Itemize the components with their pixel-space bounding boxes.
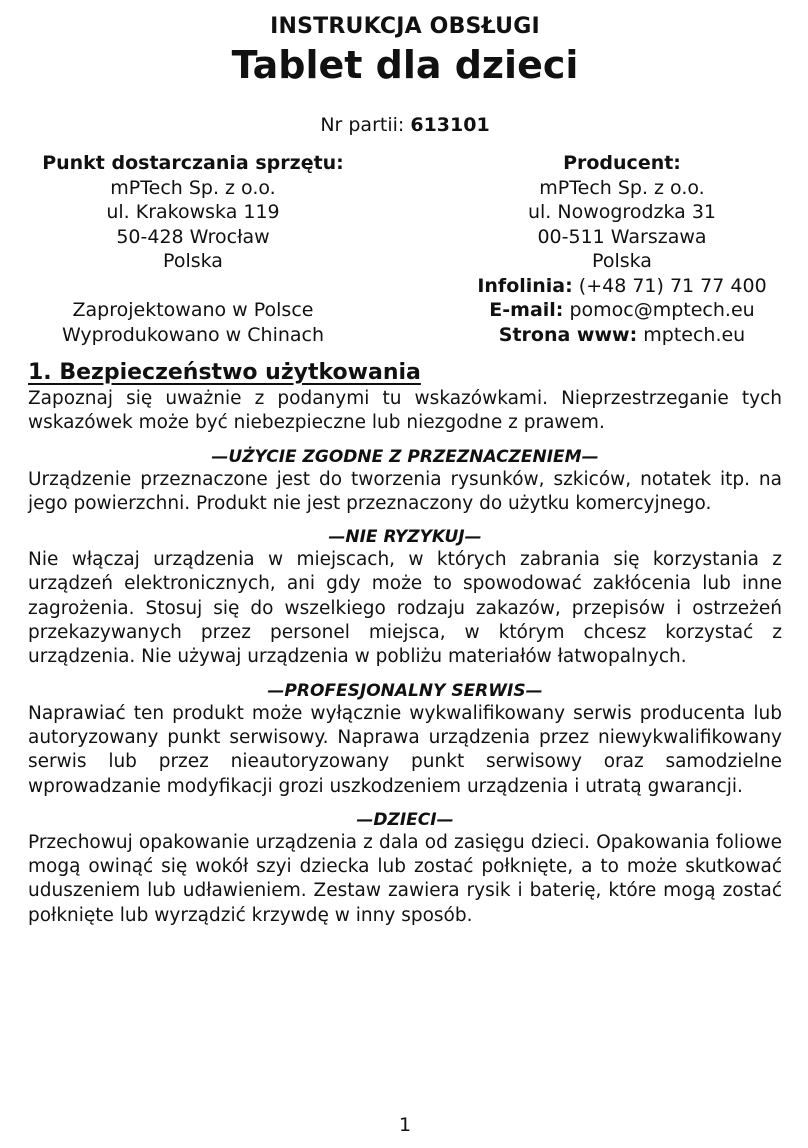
website	[462, 323, 782, 348]
delivery-company: mPTech Sp. z o.o.	[110, 176, 276, 199]
email-value: pomoc@mptech.eu	[569, 299, 755, 321]
website-label: Strona www:	[498, 323, 638, 346]
section-title: 1. Bezpieczeństwo użytkowania	[28, 360, 421, 385]
subsection-text-intended-use: Urządzenie przeznaczone jest do tworzenia rysunków, szkiców, notatek itp. na jego powierzchni. Produkt nie jest przeznaczony do użytku komercyjnego.	[28, 468, 782, 514]
section-intro: Zapoznaj się uważnie z podanymi tu wskazówkami. Nieprzestrzeganie tych wskazówek może być niebezpieczne lub niezgodne z prawem.	[28, 388, 782, 434]
email-label: E-mail:	[489, 299, 564, 321]
producer-company: mPTech Sp. z o.o.	[539, 176, 705, 199]
hotline	[462, 274, 782, 299]
made-in: Wyprodukowano w Chinach	[61, 323, 325, 346]
producer-street: ul. Nowogrodzka 31	[527, 201, 717, 223]
email	[462, 298, 782, 323]
subsection-heading-service: —PROFESJONALNY SERWIS—	[267, 680, 543, 701]
batch-value: 613101	[410, 114, 490, 136]
subsection-heading-intended-use: —UŻYCIE ZGODNE Z PRZEZNACZENIEM—	[211, 446, 599, 467]
delivery-point-heading: Punkt dostarczania sprzętu:	[42, 152, 344, 174]
address-block	[28, 151, 782, 347]
hotline-label: Infolinia:	[477, 274, 573, 297]
page-number: 1	[398, 1114, 412, 1136]
delivery-country: Polska	[163, 250, 223, 272]
subsection-text-service: Naprawiać ten produkt może wyłącznie wykwalifikowany serwis producenta lub autoryzowany punkt serwisowy. Naprawa urządzenia przez niewykwalifikowany serwis lub przez nieautoryzowany punkt serwisowy oraz samodzielne wprowadzanie modyfikacji grozi uszkodzeniem urządzenia i utratą gwarancji.	[28, 702, 782, 797]
manual-page	[28, 0, 782, 1148]
producer-heading: Producent:	[563, 152, 681, 174]
hotline-value: (+48 71) 71 77 400	[578, 274, 767, 297]
delivery-point-column	[28, 151, 358, 347]
subsection-heading-no-risk: —NIE RYZYKUJ—	[328, 527, 482, 548]
subsection-text-children: Przechowuj opakowanie urządzenia z dala od zasięgu dzieci. Opakowania foliowe mogą owinąć się wokół szyi dziecka lub zostać połknięte, a to może skutkować uduszeniem lub udławieniem. Zestaw zawiera rysik i baterię, które mogą zostać połknięte lub wyrządzić krzywdę w inny sposób.	[28, 831, 782, 926]
subsection-heading-children: —DZIECI—	[356, 809, 454, 830]
spacer	[28, 274, 358, 299]
producer-country: Polska	[592, 250, 652, 272]
document-title: Tablet dla dzieci	[231, 43, 579, 87]
delivery-city: 50-428 Wrocław	[116, 225, 270, 248]
document-supertitle: INSTRUKCJA OBSŁUGI	[270, 14, 540, 39]
delivery-street: ul. Krakowska 119	[106, 201, 280, 223]
producer-column	[462, 151, 782, 347]
producer-city: 00-511 Warszawa	[537, 225, 707, 248]
website-value: mptech.eu	[643, 323, 746, 346]
batch-label: Nr partii:	[320, 114, 405, 136]
subsection-text-no-risk: Nie włączaj urządzenia w miejscach, w których zabrania się korzystania z urządzeń elektronicznych, ani gdy może to spowodować zakłócenia lub inne zagrożenia. Stosuj się do wszelkiego rodzaju zakazów, przepisów i ostrzeżeń przekazywanych przez personel miejsca, w którym chcesz korzystać z urządzenia. Nie używaj urządzenia w pobliżu materiałów łatwopalnych.	[28, 549, 782, 668]
batch-number	[28, 113, 782, 137]
designed-in: Zaprojektowano w Polsce	[72, 299, 314, 321]
